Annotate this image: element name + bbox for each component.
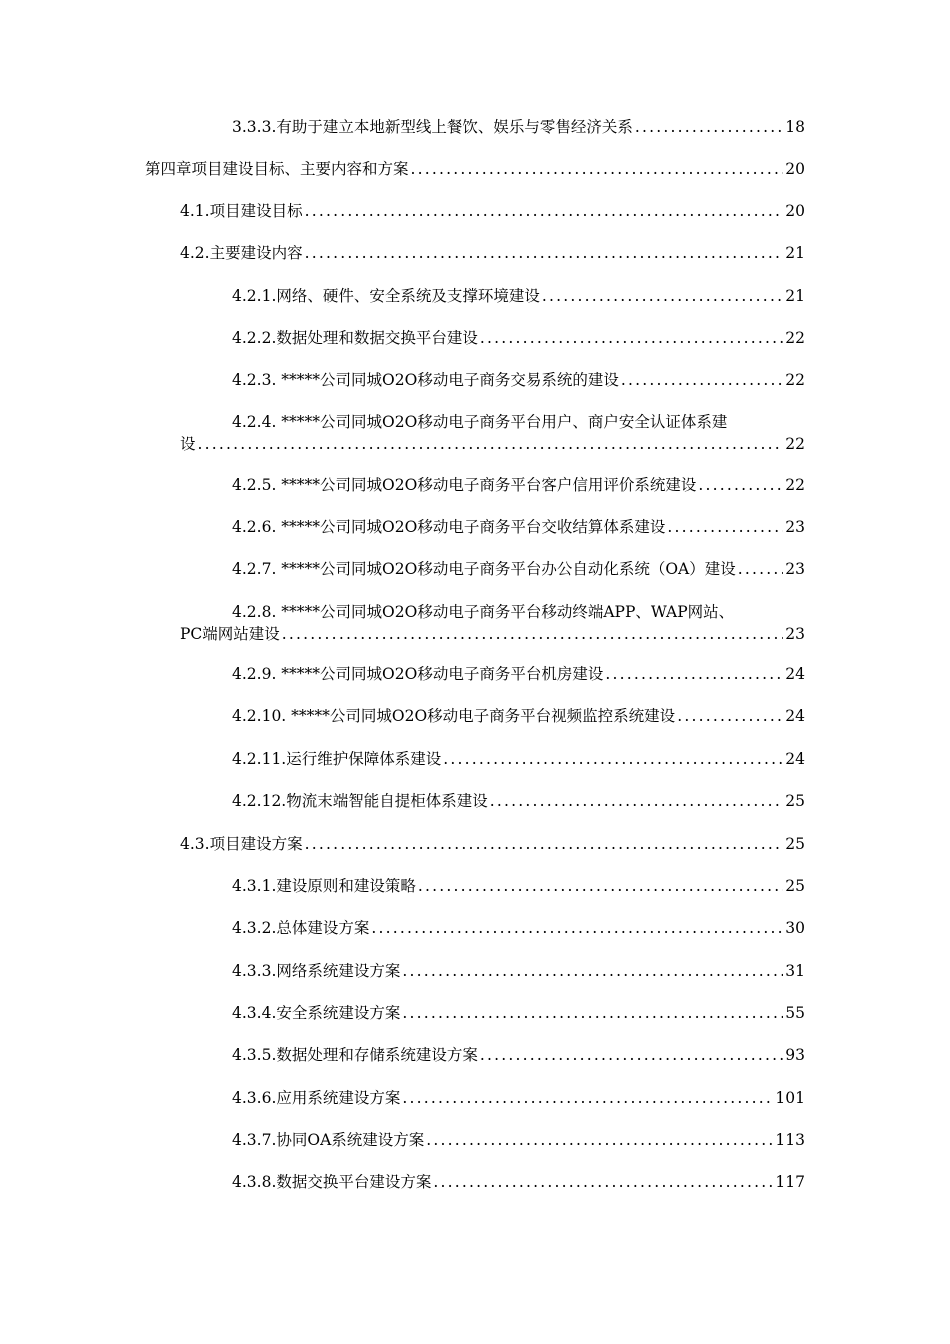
- toc-entry-label: 4.3.6.应用系统建设方案: [232, 1089, 401, 1107]
- toc-leader-dots: [480, 1046, 783, 1065]
- toc-page-number: 113: [775, 1131, 805, 1149]
- toc-entry[interactable]: [232, 476, 805, 495]
- toc-leader-dots: [677, 707, 783, 726]
- toc-page-number: 21: [785, 287, 805, 305]
- toc-entry-label: 4.2.5. *****公司同城O2O移动电子商务平台客户信用评价系统建设: [232, 476, 697, 494]
- toc-entry-label: 4.2.9. *****公司同城O2O移动电子商务平台机房建设: [232, 665, 604, 683]
- toc-entry-label: 4.2.3. *****公司同城O2O移动电子商务交易系统的建设: [232, 371, 619, 389]
- toc-page-number: 21: [785, 244, 805, 262]
- toc-entry[interactable]: [232, 560, 805, 579]
- toc-entry-label: 4.2.6. *****公司同城O2O移动电子商务平台交收结算体系建设: [232, 518, 666, 536]
- toc-entry-label: 4.3.4.安全系统建设方案: [232, 1004, 401, 1022]
- toc-entry-label: 第四章项目建设目标、主要内容和方案: [145, 160, 409, 178]
- toc-leader-dots: [443, 750, 783, 769]
- toc-entry-label: 4.3.1.建设原则和建设策略: [232, 877, 416, 895]
- toc-leader-dots: [698, 476, 783, 495]
- toc-entry[interactable]: [232, 750, 805, 769]
- toc-leader-dots: [305, 244, 784, 263]
- toc-entry[interactable]: [232, 1004, 805, 1023]
- toc-leader-dots: [371, 919, 783, 938]
- toc-entry-label: 3.3.3.有助于建立本地新型线上餐饮、娱乐与零售经济关系: [232, 118, 633, 136]
- toc-entry-label: 4.2.12.物流末端智能自提柜体系建设: [232, 792, 488, 810]
- toc-page-number: 18: [785, 118, 805, 136]
- toc-page-number: 55: [785, 1004, 805, 1022]
- toc-leader-dots: [305, 202, 784, 221]
- toc-entry[interactable]: [232, 371, 805, 390]
- toc-entry-label: 4.2.11.运行维护保障体系建设: [232, 750, 442, 768]
- toc-entry[interactable]: [232, 329, 805, 348]
- toc-entry[interactable]: [232, 962, 805, 981]
- toc-page-number: 22: [785, 435, 805, 453]
- toc-entry[interactable]: [232, 1131, 805, 1150]
- toc-leader-dots: [542, 287, 783, 306]
- toc-entry-label: 4.2.7. *****公司同城O2O移动电子商务平台办公自动化系统（OA）建设: [232, 560, 736, 578]
- toc-page-number: 23: [785, 560, 805, 578]
- toc-entry-label-line2: 设: [180, 435, 196, 453]
- toc-entry-label: 4.1.项目建设目标: [180, 202, 303, 220]
- toc-leader-dots: [402, 1089, 773, 1108]
- toc-leader-dots: [480, 329, 783, 348]
- toc-entry[interactable]: [180, 835, 805, 854]
- toc-page-number: 22: [785, 371, 805, 389]
- toc-entry[interactable]: [180, 244, 805, 263]
- toc-page-number: 117: [775, 1173, 805, 1191]
- toc-page-number: 25: [785, 877, 805, 895]
- toc-entry[interactable]: [232, 1173, 805, 1192]
- toc-page-number: 22: [785, 329, 805, 347]
- toc-page-number: 30: [785, 919, 805, 937]
- toc-entry[interactable]: [232, 877, 805, 896]
- toc-entry[interactable]: [232, 919, 805, 938]
- toc-leader-dots: [402, 1004, 783, 1023]
- toc-leader-dots: [426, 1131, 773, 1150]
- toc-page-number: 93: [785, 1046, 805, 1064]
- toc-entry[interactable]: [180, 413, 805, 454]
- toc-entry-label: 4.3.3.网络系统建设方案: [232, 962, 401, 980]
- toc-page-number: 25: [785, 792, 805, 810]
- toc-leader-dots: [305, 835, 784, 854]
- toc-entry-label: 4.3.项目建设方案: [180, 835, 303, 853]
- toc-entry-label: 4.3.7.协同OA系统建设方案: [232, 1131, 425, 1149]
- toc-page-number: 20: [785, 202, 805, 220]
- toc-entry[interactable]: [232, 518, 805, 537]
- toc-page-number: 23: [785, 518, 805, 536]
- toc-page-number: 24: [785, 665, 805, 683]
- toc-leader-dots: [402, 962, 783, 981]
- toc-entry-label-line1: 4.2.4. *****公司同城O2O移动电子商务平台用户、商户安全认证体系建: [232, 413, 728, 431]
- toc-page-number: 20: [785, 160, 805, 178]
- toc-entry[interactable]: [232, 792, 805, 811]
- toc-entry[interactable]: [232, 287, 805, 306]
- toc-entry[interactable]: [232, 1089, 805, 1108]
- toc-entry-label: 4.2.1.网络、硬件、安全系统及支撑环境建设: [232, 287, 540, 305]
- toc-entry[interactable]: [232, 665, 805, 684]
- toc-entry-label-line1: 4.2.8. *****公司同城O2O移动电子商务平台移动终端APP、WAP网站、: [232, 603, 735, 621]
- toc-entry-label-line2: PC端网站建设: [180, 625, 280, 643]
- toc-entry[interactable]: [180, 603, 805, 644]
- toc-entry[interactable]: [232, 118, 805, 137]
- toc-leader-dots: [198, 435, 784, 454]
- toc-page-number: 23: [785, 625, 805, 643]
- toc-entry-label: 4.2.2.数据处理和数据交换平台建设: [232, 329, 478, 347]
- toc-page-number: 24: [785, 750, 805, 768]
- toc-leader-dots: [433, 1173, 773, 1192]
- toc-entry-label: 4.3.8.数据交换平台建设方案: [232, 1173, 432, 1191]
- toc-leader-dots: [490, 792, 784, 811]
- toc-page-number: 25: [785, 835, 805, 853]
- toc-leader-dots: [411, 160, 784, 179]
- toc-leader-dots: [605, 665, 783, 684]
- toc-entry-label: 4.3.2.总体建设方案: [232, 919, 370, 937]
- toc-leader-dots: [418, 877, 783, 896]
- toc-page-number: 31: [785, 962, 805, 980]
- toc-entry[interactable]: [232, 707, 805, 726]
- toc-leader-dots: [635, 118, 783, 137]
- toc-leader-dots: [621, 371, 783, 390]
- toc-entry[interactable]: [180, 202, 805, 221]
- toc-entry[interactable]: [145, 160, 805, 179]
- toc-entry-label: 4.2.10. *****公司同城O2O移动电子商务平台视频监控系统建设: [232, 707, 676, 725]
- toc-entry[interactable]: [232, 1046, 805, 1065]
- toc-leader-dots: [738, 560, 784, 579]
- toc-page-number: 22: [785, 476, 805, 494]
- toc-page-number: 101: [775, 1089, 805, 1107]
- toc-page-number: 24: [785, 707, 805, 725]
- toc-entry-label: 4.2.主要建设内容: [180, 244, 303, 262]
- toc-entry-label: 4.3.5.数据处理和存储系统建设方案: [232, 1046, 478, 1064]
- toc-leader-dots: [282, 625, 783, 644]
- toc-leader-dots: [667, 518, 783, 537]
